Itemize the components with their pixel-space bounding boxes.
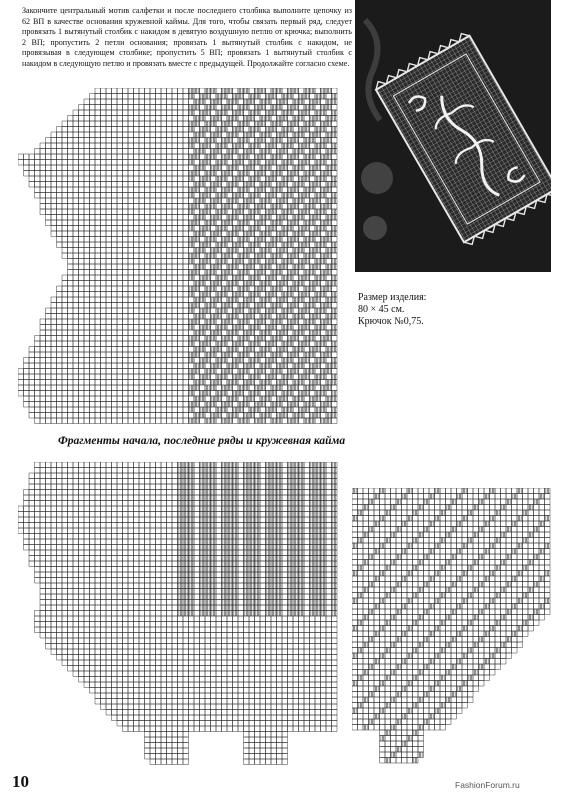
crochet-chart-lower-left: [18, 462, 340, 767]
section-title: Фрагменты начала, последние ряды и кружевная кайма: [58, 435, 346, 447]
page-number: 10: [12, 772, 29, 791]
doily-photo-illustration: [355, 0, 551, 272]
hook-size: Крючок №0,75.: [358, 316, 424, 327]
size-label: Размер изделия:: [358, 292, 427, 303]
doily-photo: [355, 0, 551, 272]
product-caption: [358, 292, 548, 328]
size-value: 80 × 45 см.: [358, 304, 405, 315]
crochet-chart-lower-right: [352, 488, 552, 766]
crochet-chart-upper: [18, 88, 340, 428]
instructions-text: Закончите центральный мотив салфетки и после последнего столбика выполните цепочку из 62 ВП в качестве основания кружевной каймы. Для того, чтобы связать первый ряд, следует провязать 1 вытянутый столбик с накидом в девятую воздушную петлю от крючка; выполнить 2 ВП; пропустить 2 петли основания; провязать 1 вытянутый столбик с накидом, не провязывая в следующем столбике; пропустить 5 ВП; провязать 1 вытянутый столбик с накидом в следующую петлю и провязать вместе с предыдущей. Продолжайте согласно схеме.: [22, 6, 352, 68]
watermark: FashionForum.ru: [455, 780, 520, 790]
